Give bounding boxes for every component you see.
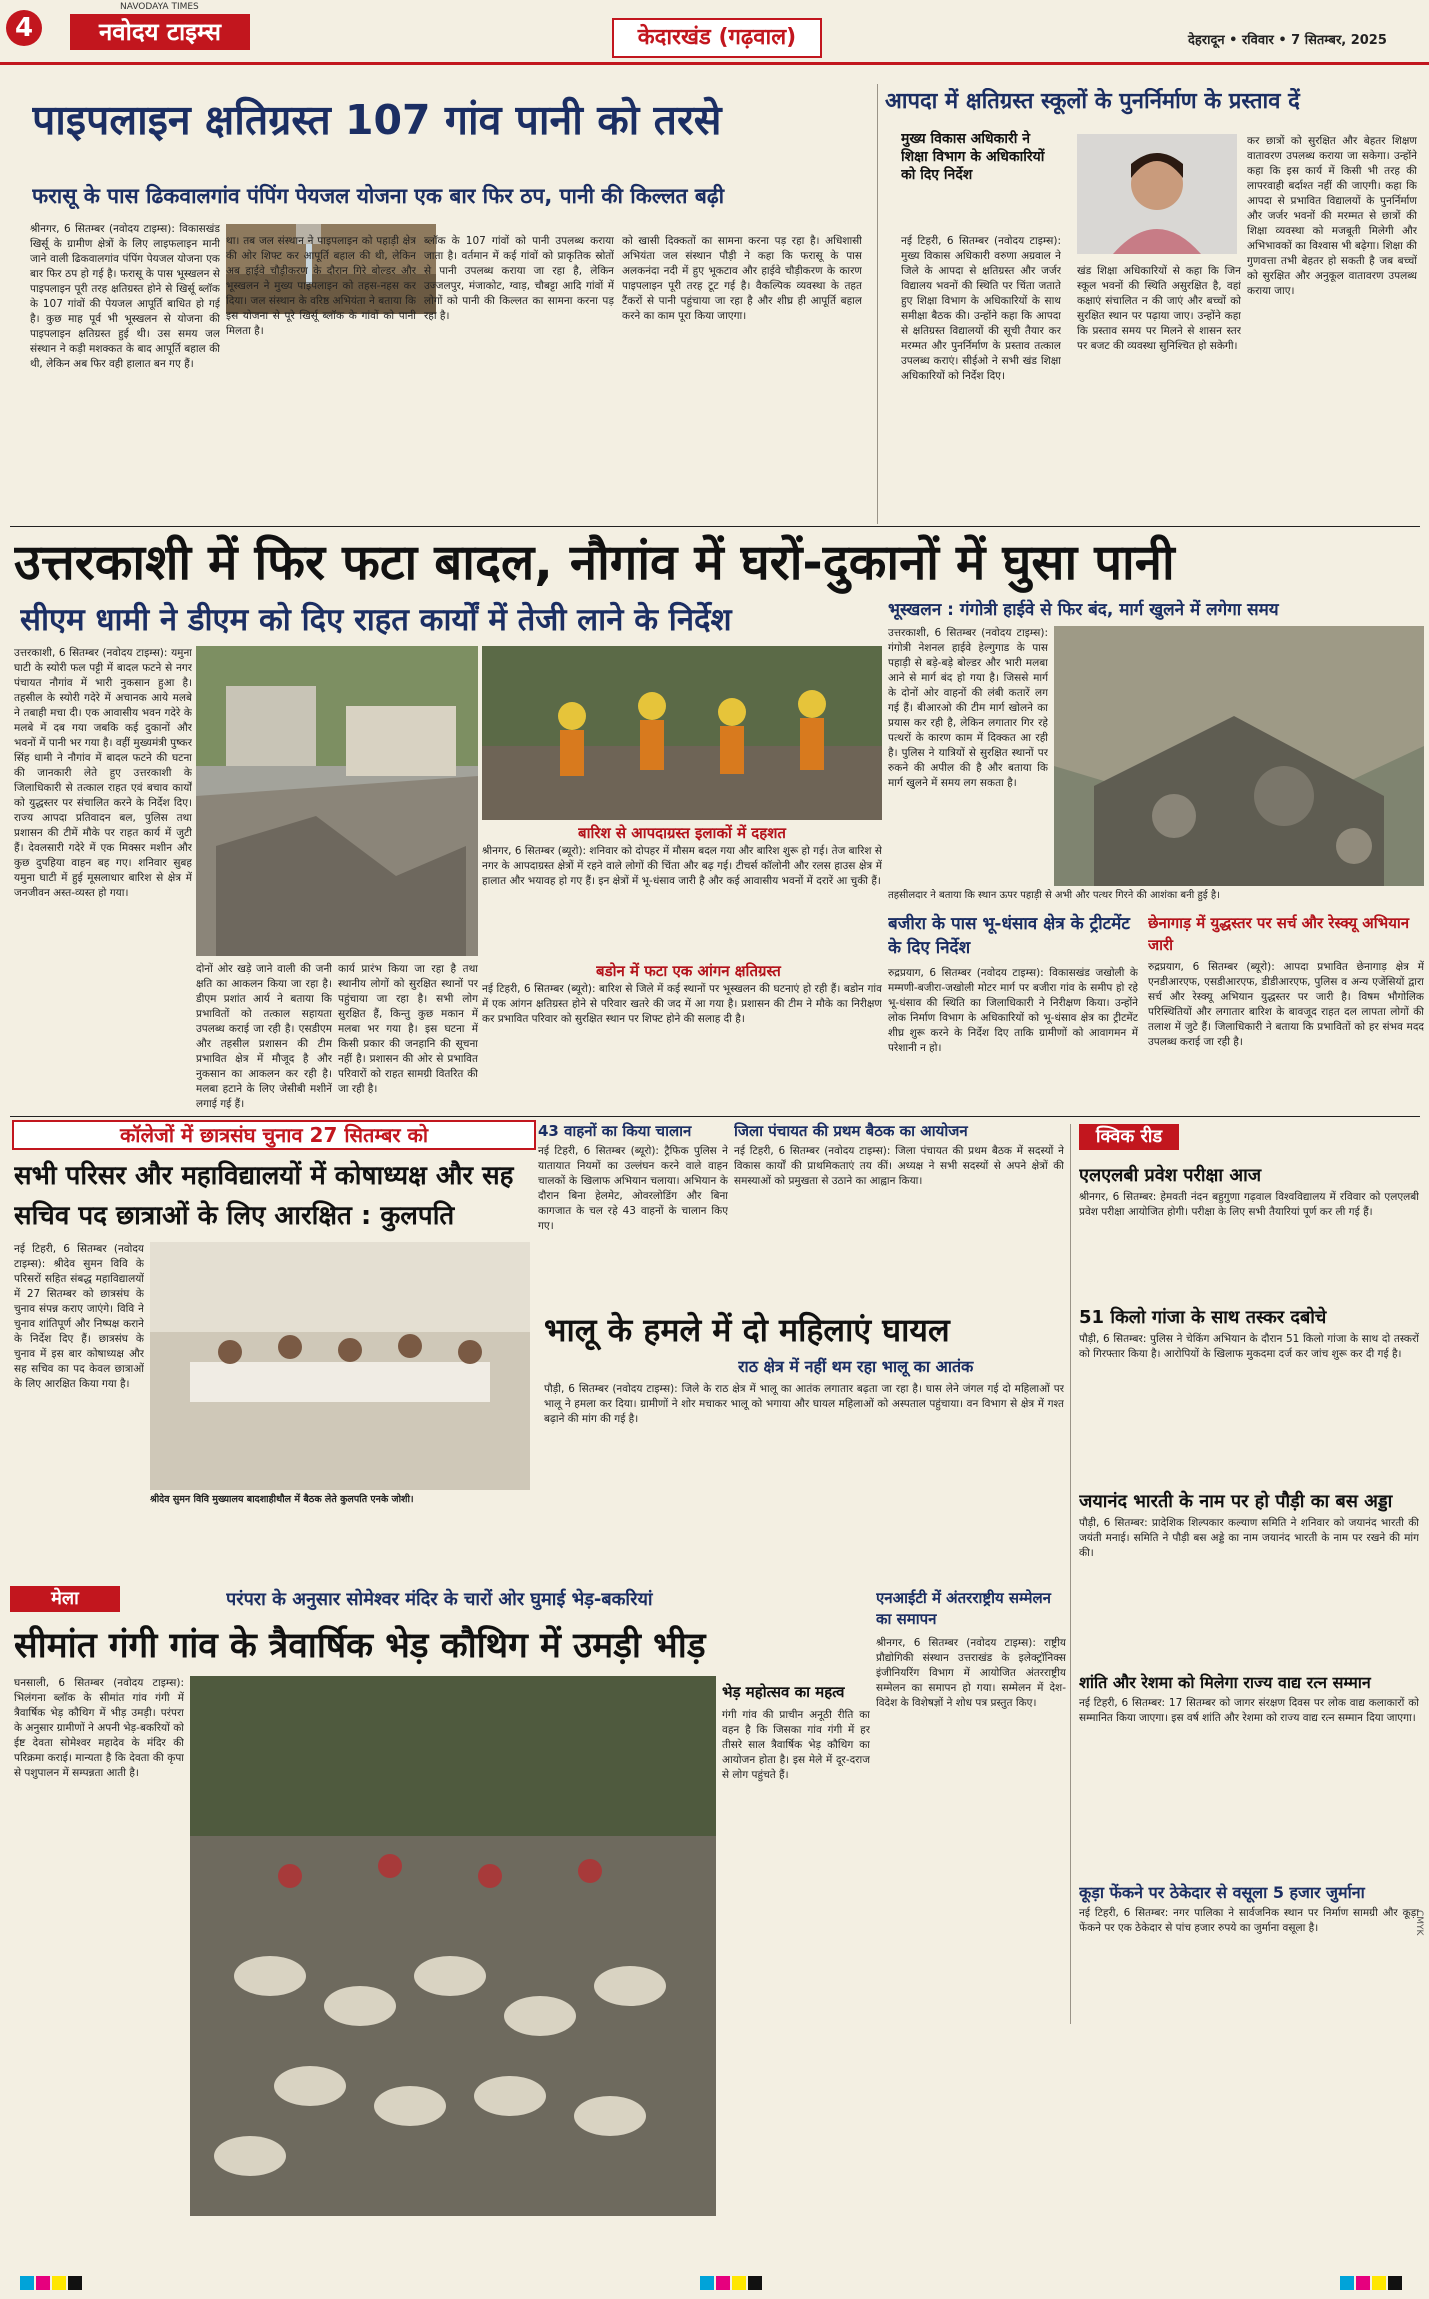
divider — [10, 1116, 1420, 1117]
story-pipeline-headline: पाइपलाइन क्षतिग्रस्त 107 गांव पानी को तरसे — [32, 96, 722, 144]
story-fair-kicker2: परंपरा के अनुसार सोमेश्वर मंदिर के चारों ओर घुमाई भेड़-बकरियां — [226, 1589, 653, 1610]
story-bear-headline: भालू के हमले में दो महिलाएं घायल — [544, 1311, 950, 1349]
story-schools-col2: खंड शिक्षा अधिकारियों से कहा कि जिन स्कूल भवनों की स्थिति असुरक्षित है, वहां कक्षाएं संचालित न की जाएं और बच्चों को सुरक्षित स्थान पर पढ़ाया जाए। उन्होंने कहा कि प्रस्ताव समय पर मिलने से शासन स्तर पर बजट की व्यवस्था सुनिश्चित हो सकेगी। — [1077, 265, 1241, 352]
masthead — [0, 0, 1429, 65]
print-registration-bar — [0, 2270, 1429, 2295]
quick-read-t2: पौड़ी, 6 सितम्बर: पुलिस ने चेकिंग अभियान के दौरान 51 किलो गांजा के साथ दो तस्करों को गिरफ्तार किया है। आरोपियों के खिलाफ मुकदमा दर्ज कर जांच शुरू कर दी गई है। — [1079, 1333, 1419, 1360]
story-college-kicker: कॉलेजों में छात्रसंघ चुनाव 27 सितम्बर को — [12, 1120, 536, 1150]
quick-read-h3: जयानंद भारती के नाम पर हो पौड़ी का बस अड्डा — [1079, 1491, 1393, 1512]
story-cm-col2: दोनों ओर खड़े जाने वाली की जनी क्षति का आकलन किया जा रहा है। डीएम प्रशांत आर्य ने बताया कि प्रभावितों को तत्काल सहायता उपलब्ध कराई जा रही है। एसडीएम और तहसील प्रशासन की टीम प्रभावित क्षेत्र में मौजूद है और नुकसान का आकलन कर रही है। मलबा हटाने के लिए जेसीबी मशीनें लगाई गई हैं। — [196, 963, 332, 1110]
divider — [10, 526, 1420, 527]
section-title: केदारखंड (गढ़वाल) — [612, 18, 822, 58]
story-cm-headline: सीएम धामी ने डीएम को दिए राहत कार्यों में तेजी लाने के निर्देश — [20, 602, 732, 638]
story-pipeline-col3: ब्लॉक के 107 गांवों को पानी उपलब्ध कराया जाता है। वर्तमान में कई गांवों को प्राकृतिक स्रोतों से पानी उपलब्ध कराया जा रहा है, लेकिन उज्जलपुर, मंजाकोट, ग्वाड़, चौबट्टा आदि गांवों में लोगों को पानी की किल्लत का सामना करना पड़ रहा है। — [424, 235, 614, 322]
story-chhenagad-text: रुद्रप्रयाग, 6 सितम्बर (ब्यूरो): आपदा प्रभावित छेनागाड़ क्षेत्र में एनडीआरएफ, एसडीआरएफ, डीडीआरएफ, पुलिस व अन्य एजेंसियों द्वारा सर्च और रेस्क्यू अभियान युद्धस्तर पर जारी है। विषम भौगोलिक परिस्थितियों और लगातार बारिश के बावजूद राहत दल लापता लोगों की तलाश में जुटे हैं। जिलाधिकारी ने बताया कि प्रभावितों को हर संभव मदद उपलब्ध कराई जा रही है। — [1148, 961, 1424, 1048]
story-gangotri-headline: भूस्खलन : गंगोत्री हाईवे से फिर बंद, मार्ग खुलने में लगेगा समय — [888, 600, 1279, 620]
story-cm-col1: उत्तरकाशी, 6 सितम्बर (नवोदय टाइम्स): यमुना घाटी के स्योरी फल पट्टी में बादल फटने से नगर पंचायत नौगांव में भारी नुकसान हुआ है। तहसील के स्योरी गदेरे में अचानक आये मलबे ने तबाही मचा दी। एक आवासीय भवन गदेरे के मलबे में दब गया जबकि कई दुकानों और भवनों में पानी भर गया है। वहीं मुख्यमंत्री पुष्कर सिंह धामी ने नौगांव में बादल फटने की घटना की जानकारी लेते हुए उत्तरकाशी के जिलाधिकारी से तत्काल राहत एवं बचाव कार्यों को युद्धस्तर पर संचालित करने के निर्देश दिए। राज्य आपदा प्रतिवादन बल, पुलिस तथा प्रशासन की टीमें मौके पर राहत कार्य में जुटी हैं। देवलसारी गदेरे में एक मिक्सर मशीन और कुछ दुपहिया वाहन बह गए। शनिवार सुबह यमुना घाटी में हुई मूसलाधार बारिश से क्षेत्र में जनजीवन अस्त-व्यस्त हो गया। — [14, 647, 192, 899]
story-pipeline-col1: श्रीनगर, 6 सितम्बर (नवोदय टाइम्स): विकासखंड खिर्सू के ग्रामीण क्षेत्रों के लिए लाइफलाइन मानी जाने वाली ढिकवालगांव पंपिंग पेयजल योजना एक बार फिर ठप हो गई है। फरासू के पास भूस्खलन से पाइपलाइन पूरी तरह क्षतिग्रस्त होने से खिर्सू ब्लॉक के 107 गांवों की पेयजल आपूर्ति बाधित हो गई है। कुछ माह पूर्व भी भूस्खलन से योजना की पाइपलाइन क्षतिग्रस्त हुई थी। उस समय जल संस्थान ने कड़ी मशक्कत के बाद आपूर्ति बहाल की थी, लेकिन अब फिर वही हालात बन गए हैं। — [30, 223, 220, 370]
story-challan-text: नई टिहरी, 6 सितम्बर (ब्यूरो): ट्रैफिक पुलिस ने यातायात नियमों का उल्लंघन करने वाले वाहन चालकों के खिलाफ अभियान चलाया। अभियान के दौरान बिना हेलमेट, ओवरलोडिंग और बिना कागजात के चल रहे 43 वाहनों के चालान किए गए। — [538, 1145, 728, 1232]
cloudburst-photo-1 — [196, 646, 478, 956]
story-fair-kicker: मेला — [10, 1586, 120, 1612]
story-bajira-text: रुद्रप्रयाग, 6 सितम्बर (नवोदय टाइम्स): विकासखंड जखोली के मम्मणी-बजीरा-जखोली मोटर मार्ग पर बजीरा गांव के समीप हो रहे भू-धंसाव की स्थिति का जिलाधिकारी ने निरीक्षण किया। उन्होंने लोक निर्माण विभाग के अधिकारियों को भू-धंसाव क्षेत्र का ट्रीटमेंट शीघ्र शुरू करने के निर्देश दिए ताकि ग्रामीणों को आवागमन में परेशानी न हो। — [888, 967, 1138, 1054]
quick-read-title: क्विक रीड — [1079, 1124, 1179, 1150]
sheep-fair-photo — [190, 1676, 716, 2216]
story-bajira-headline: बजीरा के पास भू-धंसाव क्षेत्र के ट्रीटमेंट के दिए निर्देश — [888, 914, 1130, 958]
story-panchayat-headline: जिला पंचायत की प्रथम बैठक का आयोजन — [734, 1122, 968, 1140]
story-college-text: नई टिहरी, 6 सितम्बर (नवोदय टाइम्स): श्रीदेव सुमन विवि के परिसरों सहित संबद्ध महाविद्यालयों में 27 सितम्बर को छात्रसंघ के चुनाव संपन्न कराए जाएंगे। विवि ने चुनाव शांतिपूर्ण और निष्पक्ष कराने के निर्देश दिए हैं। छात्रसंघ के चुनाव में इस बार कोषाध्यक्ष और सह सचिव का पद केवल छात्राओं के लिए आरक्षित किया गया है। — [14, 1243, 144, 1390]
quick-read-t5: नई टिहरी, 6 सितम्बर: नगर पालिका ने सार्वजनिक स्थान पर निर्माण सामग्री और कूड़ा फेंकने पर एक ठेकेदार से पांच हजार रुपये का जुर्माना वसूला है। — [1079, 1907, 1419, 1934]
story-rain-text: श्रीनगर, 6 सितम्बर (ब्यूरो): शनिवार को दोपहर में मौसम बदल गया और बारिश शुरू हो गई। तेज बारिश से नगर के आपदाग्रस्त क्षेत्रों में रहने वाले लोगों की चिंता और बढ़ गई। टीचर्स कॉलोनी और रलस हाउस क्षेत्र में हालात और भयावह हो गए हैं। इन क्षेत्रों में भू-धंसाव जारी है और कई आवासीय भवनों में दरारें आ चुकी हैं। — [482, 845, 882, 887]
story-fair-text: घनसाली, 6 सितम्बर (नवोदय टाइम्स): भिलंगना ब्लॉक के सीमांत गांव गंगी में त्रैवार्षिक भेड़ कौथिग में भीड़ उमड़ी। परंपरा के अनुसार ग्रामीणों ने अपनी भेड़-बकरियों को ईष्ट देवता सोमेश्वर महादेव के मंदिर की परिक्रमा कराई। मान्यता है कि देवता की कृपा से पशुपालन में सम्पन्नता आती है। — [14, 1677, 184, 1779]
story-pipeline-col2: था। तब जल संस्थान ने पाइपलाइन को पहाड़ी क्षेत्र की ओर शिफ्ट कर आपूर्ति बहाल की थी, लेकिन अब हाईवे चौड़ीकरण के दौरान गिरे बोल्डर और भूस्खलन ने मुख्य पाइपलाइन को तहस-नहस कर दिया। जल संस्थान के वरिष्ठ अभियंता ने बताया कि इस योजना से पूरे खिर्सू ब्लॉक के गांवों को पानी मिलता है। — [226, 235, 416, 337]
story-badon-text: नई टिहरी, 6 सितम्बर (ब्यूरो): बारिश से जिले में कई स्थानों पर भूस्खलन की घटनाएं हो रही हैं। बडोन गांव में एक आंगन क्षतिग्रस्त होने से परिवार खतरे की जद में आ गया है। प्रशासन की टीम ने मौके का निरीक्षण कर प्रभावित परिवार को सुरक्षित स्थान पर शिफ्ट होने की सलाह दी है। — [482, 983, 882, 1025]
story-pipeline — [10, 84, 872, 504]
story-pipeline-col4: को खासी दिक्कतों का सामना करना पड़ रहा है। अधिशासी अभियंता जल संस्थान पौड़ी ने कहा कि फरासू के पास अलकनंदा नदी में हुए भूकटाव और हाईवे चौड़ीकरण के कारण पाइपलाइन पूरी तरह टूट गई है। वैकल्पिक व्यवस्था के तहत टैंकरों से पानी पहुंचाया जा रहा है और शीघ्र ही आपूर्ति बहाल करने का काम पूरा किया जाएगा। — [622, 235, 862, 322]
story-schools-col1: नई टिहरी, 6 सितम्बर (नवोदय टाइम्स): मुख्य विकास अधिकारी वरुणा अग्रवाल ने जिले के आपदा से क्षतिग्रस्त और जर्जर विद्यालय भवनों की स्थिति पर चिंता जताते हुए शिक्षा विभाग के अधिकारियों के साथ समीक्षा बैठक की। उन्होंने कहा कि आपदा से क्षतिग्रस्त विद्यालयों की सूची तैयार कर मरम्मत और पुनर्निर्माण के प्रस्ताव तत्काल उपलब्ध कराएं। सीईओ ने सभी खंड शिक्षा अधिकारियों को निर्देश दिए। — [901, 235, 1061, 382]
story-pipeline-subhead: फरासू के पास ढिकवालगांव पंपिंग पेयजल योजना एक बार फिर ठप, पानी की किल्लत बढ़ी — [32, 184, 725, 208]
story-gangotri-caption: तहसीलदार ने बताया कि स्थान ऊपर पहाड़ी से अभी और पत्थर गिरने की आशंका बनी हुई है। — [888, 890, 1220, 901]
quick-read-h4: शांति और रेशमा को मिलेगा राज्य वाद्य रत्न सम्मान — [1079, 1673, 1371, 1692]
quick-read-h2: 51 किलो गांजा के साथ तस्कर दबोचे — [1079, 1307, 1327, 1328]
paper-name-logo: नवोदय टाइम्स — [70, 14, 250, 50]
story-chhenagad-headline: छेनागाड़ में युद्धस्तर पर सर्च और रेस्क्यू अभियान जारी — [1148, 914, 1410, 954]
main-headline: उत्तरकाशी में फिर फटा बादल, नौगांव में घरों-दुकानों में घुसा पानी — [14, 534, 1175, 591]
story-schools-headline: आपदा में क्षतिग्रस्त स्कूलों के पुनर्निर्माण के प्रस्ताव दें — [885, 89, 1300, 114]
column-rule — [877, 84, 878, 524]
quick-read-h5: कूड़ा फेंकने पर ठेकेदार से वसूला 5 हजार जुर्माना — [1079, 1883, 1365, 1902]
quick-read-t1: श्रीनगर, 6 सितम्बर: हेमवती नंदन बहुगुणा गढ़वाल विश्वविद्यालय में रविवार को एलएलबी प्रवेश परीक्षा आयोजित होगी। परीक्षा के लिए सभी तैयारियां पूर्ण कर ली गई हैं। — [1079, 1191, 1419, 1218]
story-cm-col3: कार्य प्रारंभ किया जा रहा है तथा स्थानीय लोगों को सुरक्षित स्थानों पर पहुंचाया जा रहा है। सभी लोग सुरक्षित हैं, किन्तु कुछ मकान में मलबा भर गया है। इस घटना में किसी प्रकार की जनहानि की सूचना नहीं है। प्रशासन की ओर से प्रभावित परिवारों को राहत सामग्री वितरित की जा रही है। — [338, 963, 478, 1095]
page-number: 4 — [6, 10, 42, 46]
story-schools — [885, 84, 1425, 524]
landslide-photo — [1054, 626, 1424, 886]
quick-read-t3: पौड़ी, 6 सितम्बर: प्रादेशिक शिल्पकार कल्याण समिति ने शनिवार को जयानंद भारती की जयंती मनाई। समिति ने पौड़ी बस अड्डे का नाम जयानंद भारती के नाम पर रखने की मांग की। — [1079, 1517, 1419, 1559]
story-schools-bullet: मुख्य विकास अधिकारी ने शिक्षा विभाग के अधिकारियों को दिए निर्देश — [901, 131, 1045, 183]
cmyk-mark: CMYK — [1414, 1910, 1424, 1936]
story-gangotri-text: उत्तरकाशी, 6 सितम्बर (नवोदय टाइम्स): गंगोत्री नेशनल हाईवे हेल्गुगाड के पास पहाड़ी से बड़े-बड़े बोल्डर और भारी मलबा आने से मार्ग बंद हो गया है। जिससे मार्ग के दोनों ओर वाहनों की लंबी कतारें लग गई हैं। बीआरओ की टीम मार्ग खोलने का प्रयास कर रही है, लेकिन लगातार गिर रहे पत्थरों के कारण काम में दिक्कत आ रही है। पुलिस ने यात्रियों से सुरक्षित स्थानों पर रुकने की अपील की है और बताया कि मार्ग खुलने में समय लग सकता है। — [888, 627, 1048, 789]
paper-small-name: NAVODAYA TIMES — [120, 2, 199, 12]
story-badon-headline: बडोन में फटा एक आंगन क्षतिग्रस्त — [596, 962, 781, 980]
story-rain-headline: बारिश से आपदाग्रस्त इलाकों में दहशत — [578, 824, 786, 842]
story-nit-headline: एनआईटी में अंतरराष्ट्रीय सम्मेलन का समापन — [876, 1589, 1051, 1628]
story-nit-text: श्रीनगर, 6 सितम्बर (नवोदय टाइम्स): राष्ट्रीय प्रौद्योगिकी संस्थान उत्तराखंड के इलेक्ट्रॉनिक्स इंजीनियरिंग विभाग में आयोजित अंतरराष्ट्रीय सम्मेलन का समापन हो गया। सम्मेलन में देश-विदेश के विशेषज्ञों ने शोध पत्र प्रस्तुत किए। — [876, 1637, 1066, 1709]
story-fair-side-headline: भेड़ महोत्सव का महत्व — [722, 1683, 845, 1701]
quick-read-box — [1070, 1124, 1425, 2024]
story-challan-headline: 43 वाहनों का किया चालान — [538, 1122, 692, 1140]
cdo-photo — [1077, 134, 1237, 254]
quick-read-h1: एलएलबी प्रवेश परीक्षा आज — [1079, 1165, 1262, 1186]
story-bear-text: पौड़ी, 6 सितम्बर (नवोदय टाइम्स): जिले के राठ क्षेत्र में भालू का आतंक लगातार बढ़ता जा रहा है। घास लेने जंगल गई दो महिलाओं पर भालू ने हमला कर दिया। ग्रामीणों ने शोर मचाकर भालू को भगाया और घायल महिलाओं को अस्पताल पहुंचाया। वन विभाग से क्षेत्र में गश्त बढ़ाने की मांग की गई है। — [544, 1383, 1064, 1425]
story-bear-subhead: राठ क्षेत्र में नहीं थम रहा भालू का आतंक — [738, 1357, 974, 1376]
college-meeting-photo — [150, 1242, 530, 1490]
story-fair-headline: सीमांत गंगी गांव के त्रैवार्षिक भेड़ कौथिग में उमड़ी भीड़ — [14, 1626, 706, 1666]
story-panchayat-text: नई टिहरी, 6 सितम्बर (नवोदय टाइम्स): जिला पंचायत की प्रथम बैठक में सदस्यों ने विकास कार्यों की प्राथमिकताएं तय कीं। अध्यक्ष ने सभी सदस्यों से अपने क्षेत्रों की समस्याओं को प्रमुखता से उठाने का आह्वान किया। — [734, 1145, 1064, 1187]
story-fair-side-text: गंगी गांव की प्राचीन अनूठी रीति का वहन है कि जिसका गांव गंगी में हर तीसरे साल त्रैवार्षिक भेड़ कौथिग का आयोजन होता है। इस मेले में दूर-दराज से लोग पहुंचते हैं। — [722, 1709, 870, 1781]
dateline: देहरादून • रविवार • 7 सितम्बर, 2025 — [1188, 33, 1387, 48]
quick-read-t4: नई टिहरी, 6 सितम्बर: 17 सितम्बर को जागर संरक्षण दिवस पर लोक वाद्य कलाकारों को सम्मानित किया जाएगा। इस वर्ष शांति और रेशमा को राज्य वाद्य रत्न सम्मान दिया जाएगा। — [1079, 1697, 1419, 1724]
story-schools-col3: कर छात्रों को सुरक्षित और बेहतर शिक्षण वातावरण उपलब्ध कराया जा सकेगा। उन्होंने कहा कि इस कार्य में किसी भी तरह की लापरवाही बर्दाश्त नहीं की जाएगी। कहा कि आपदा से प्रभावित विद्यालयों के पुनर्निर्माण और जर्जर भवनों की मरम्मत से छात्रों की शिक्षा व्यवस्था को मजबूती मिलेगी और अभिभावकों का विश्वास भी बढ़ेगा। शिक्षा की गुणवत्ता तभी बेहतर हो सकती है जब बच्चों को सुरक्षित और अनुकूल वातावरण उपलब्ध कराया जाए। — [1247, 135, 1417, 297]
story-college-headline: सभी परिसर और महाविद्यालयों में कोषाध्यक्ष और सह सचिव पद छात्राओं के लिए आरक्षित : कुलपति — [14, 1161, 514, 1231]
story-college-caption: श्रीदेव सुमन विवि मुख्यालय बादशाहीथौल में बैठक लेते कुलपति एनके जोशी। — [150, 1494, 414, 1505]
